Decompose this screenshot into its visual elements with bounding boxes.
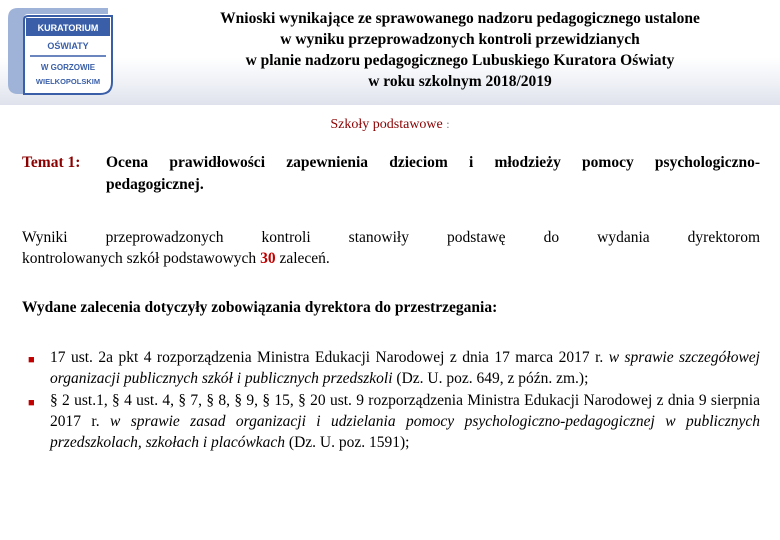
results-paragraph (22, 227, 760, 269)
logo-line2: OŚWIATY (47, 41, 89, 51)
subtitle-colon: : (446, 117, 450, 131)
list-item-text (50, 347, 760, 389)
list-item-normal: § 2 ust.1, § 4 ust. 4, § 7, § 8, § 9, § 15, § 20 ust. 9 rozporządzenia Ministra Edukacji Narodowej z dnia 9 sierpnia 2017 r. (50, 392, 760, 430)
results-line2-before: kontrolowanych szkół podstawowych (22, 250, 261, 267)
kuratorium-logo (4, 4, 116, 98)
topic-text-line1: Ocena prawidłowości zapewnienia dzieciom i młodzieży pomocy psychologiczno- (106, 154, 760, 171)
list-item-normal: 17 ust. 2a pkt 4 rozporządzenia Ministra Edukacji Narodowej z dnia 17 marca 2017 r. (50, 349, 609, 366)
recommendation-count: 30 (260, 250, 276, 267)
results-line2 (22, 248, 760, 269)
logo-line3: W GORZOWIE (40, 63, 96, 72)
bullet-square-icon: ■ (28, 397, 35, 409)
title-line: w planie nadzoru pedagogicznego Lubuskiego Kuratora Oświaty (245, 52, 675, 69)
bullet-list (28, 347, 760, 454)
list-item-italic: w sprawie szczegółowej organizacji publicznych szkół i publicznych przedszkoli (50, 349, 760, 387)
list-item-text (50, 390, 760, 453)
list-item-tail: (Dz. U. poz. 1591); (285, 434, 410, 451)
topic-block (22, 152, 760, 196)
title-line: w wyniku przeprowadzonych kontroli przewidzianych (280, 31, 640, 48)
results-line1: Wyniki przeprowadzonych kontroli stanowiły podstawę do wydania dyrektorom (22, 229, 760, 246)
list-item (28, 347, 760, 389)
logo-line1: KURATORIUM (37, 23, 99, 33)
list-item (28, 390, 760, 453)
title-line: Wnioski wynikające ze sprawowanego nadzoru pedagogicznego ustalone (220, 10, 700, 27)
list-item-italic: w sprawie zasad organizacji i udzielania pomocy psychologiczno-pedagogicznej w publicznych przedszkolach, szkołach i placówkach (50, 413, 760, 451)
list-item-tail: (Dz. U. poz. 649, z późn. zm.); (392, 370, 589, 387)
topic-text-line2: pedagogicznej. (106, 176, 204, 193)
issued-heading: Wydane zalecenia dotyczyły zobowiązania dyrektora do przestrzegania: (22, 299, 498, 316)
subtitle-text: Szkoły podstawowe (330, 117, 443, 132)
bullet-square-icon: ■ (28, 354, 35, 366)
logo-line4: WIELKOPOLSKIM (35, 77, 101, 86)
results-line2-after: zaleceń. (275, 250, 330, 267)
page-title (150, 8, 770, 92)
topic-label: Temat 1: (22, 154, 81, 171)
title-line: w roku szkolnym 2018/2019 (368, 73, 552, 90)
section-subtitle (0, 117, 780, 133)
